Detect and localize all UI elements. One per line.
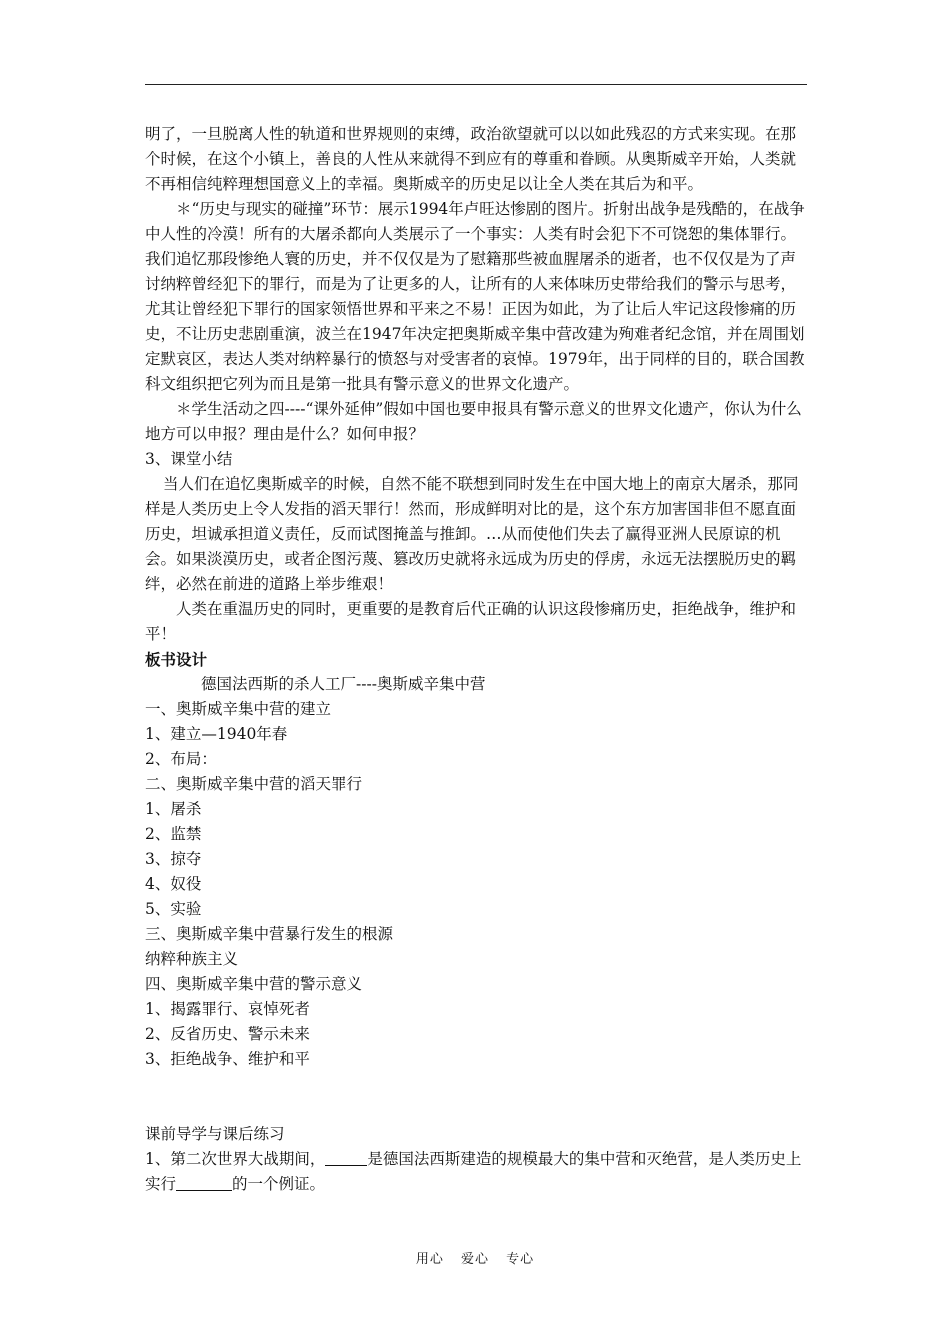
board-line: 3、掠夺 — [145, 850, 202, 868]
section-class-summary: 3、课堂小结 — [145, 450, 233, 468]
paragraph-nanjing: 当人们在追忆奥斯威辛的时候，自然不能不联想到同时发生在中国大地上的南京大屠杀，那同样是人类历史上令人发指的滔天罪行！然而，形成鲜明对比的是，这个东方加害国非但不愿直面历史，坦诚承担道义责任，反而试图掩盖与推卸。…从而使他们失去了赢得亚洲人民原谅的机会。如果淡漠历史，或者企图污蔑、篡改历史就将永远成为历史的俘虏，永远无法摆脱历史的羁绊，必然在前进的道路上举步维艰！ — [145, 475, 799, 593]
question-text: 的一个例证。 — [232, 1175, 326, 1193]
board-line: 1、揭露罪行、哀悼死者 — [145, 1000, 310, 1018]
board-line: 二、奥斯威辛集中营的滔天罪行 — [145, 775, 363, 793]
paragraph-student-activity: ＊学生活动之四----“课外延伸”假如中国也要申报具有警示意义的世界文化遗产，你认为什么地方可以申报？理由是什么？如何申报？ — [145, 400, 802, 443]
page-footer — [0, 1248, 950, 1267]
footer-text: 爱心 — [460, 1252, 489, 1267]
board-line: 三、奥斯威辛集中营暴行发生的根源 — [145, 925, 394, 943]
question-text: 是德国法西斯建造的规模最大的集中营和灭绝营，是人类历史上实行 — [145, 1150, 802, 1193]
board-line: 3、拒绝战争、维护和平 — [145, 1050, 310, 1068]
board-line: 1、建立—1940年春 — [145, 725, 288, 743]
board-line: 4、奴役 — [145, 875, 202, 893]
question-text: 1、第二次世界大战期间， — [145, 1150, 326, 1168]
board-line: 2、反省历史、警示未来 — [145, 1025, 310, 1043]
header-rule — [145, 84, 807, 85]
board-outline — [145, 697, 807, 1072]
board-line: 四、奥斯威辛集中营的警示意义 — [145, 975, 363, 993]
paragraph-conclusion: 人类在重温历史的同时，更重要的是教育后代正确的认识这段惨痛历史，拒绝战争，维护和平！ — [145, 600, 797, 643]
board-line: 2、监禁 — [145, 825, 202, 843]
footer-text: 用心 — [415, 1252, 444, 1267]
exercise-question-1 — [145, 1147, 807, 1197]
board-line: 1、屠杀 — [145, 800, 202, 818]
footer-text: 专心 — [506, 1252, 535, 1267]
board-line: 2、布局： — [145, 750, 217, 768]
paragraph-auschwitz-history: 明了，一旦脱离人性的轨道和世界规则的束缚，政治欲望就可以以如此残忍的方式来实现。在那个时候，在这个小镇上，善良的人性从来就得不到应有的尊重和眷顾。从奥斯威辛开始，人类就不再相信纯粹理想国意义上的幸福。奥斯威辛的历史足以让全人类在其后为和平。 — [145, 125, 797, 193]
exercise-heading: 课前导学与课后练习 — [145, 1125, 285, 1143]
spacer — [145, 1072, 807, 1122]
board-title: 德国法西斯的杀人工厂----奥斯威辛集中营 — [201, 675, 486, 693]
paragraph-history-reality: ＊“历史与现实的碰撞”环节：展示1994年卢旺达惨剧的图片。折射出战争是残酷的，在战争中人性的冷漠！所有的大屠杀都向人类展示了一个事实：人类有时会犯下不可饶恕的集体罪行。我们追忆那段惨绝人寰的历史，并不仅仅是为了慰籍那些被血腥屠杀的逝者，也不仅仅是为了声讨纳粹曾经犯下的罪行，而是为了让更多的人，让所有的人来体味历史带给我们的警示与思考，尤其让曾经犯下罪行的国家领悟世界和平来之不易！正因为如此，为了让后人牢记这段惨痛的历史，不让历史悲剧重演，波兰在1947年决定把奥斯威辛集中营改建为殉难者纪念馆，并在周围划定默哀区，表达人类对纳粹暴行的愤怒与对受害者的哀悼。1979年，出于同样的目的，联合国教科文组织把它列为而且是第一批具有警示意义的世界文化遗产。 — [145, 200, 805, 393]
fill-blank[interactable] — [325, 1149, 367, 1166]
board-line: 纳粹种族主义 — [145, 950, 239, 968]
document-body — [145, 122, 807, 1197]
board-heading: 板书设计 — [145, 650, 208, 669]
board-line: 5、实验 — [145, 900, 202, 918]
fill-blank[interactable] — [176, 1174, 232, 1191]
board-line: 一、奥斯威辛集中营的建立 — [145, 700, 332, 718]
